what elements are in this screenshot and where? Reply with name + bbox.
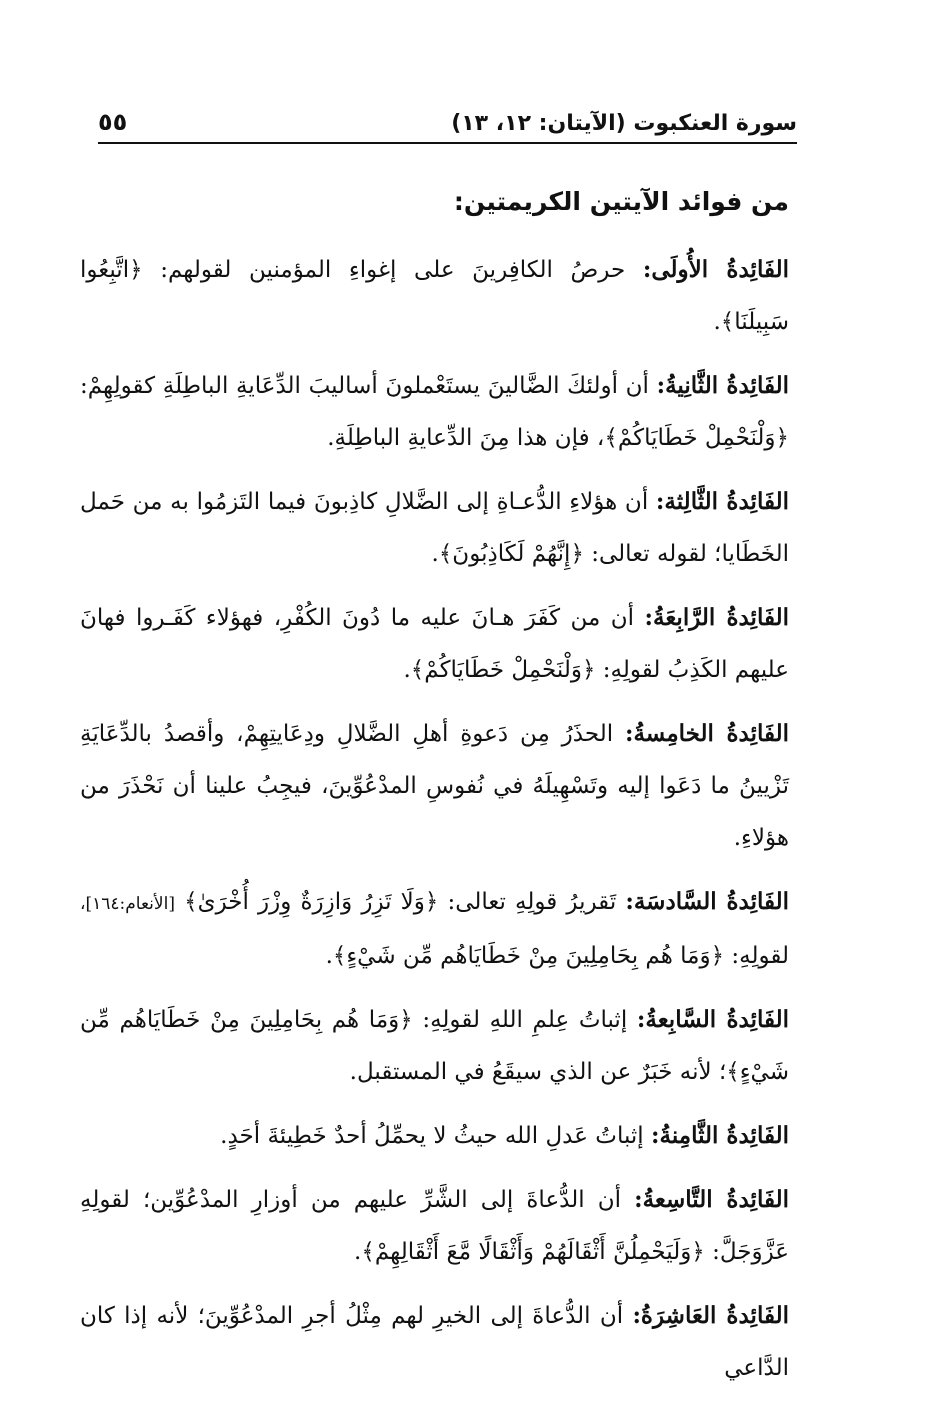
benefit-label: الفَائِدةُ التَّاسِعةُ:	[634, 1186, 789, 1213]
benefit-paragraph	[80, 592, 789, 696]
benefit-paragraph	[80, 360, 789, 464]
benefit-paragraph	[80, 476, 789, 580]
page-number: ٥٥	[98, 108, 128, 136]
benefit-text: أن هؤلاءِ الدُّعـاةِ إلى الضَّلالِ كاذِبونَ فيما التَزمُوا به من حَمل الخَطَايا؛ لقوله تعالى: ﴿إِنَّهُمْ لَكَاذِبُونَ﴾.	[80, 489, 789, 567]
benefit-text: أن الدُّعاةَ إلى الشَّرِّ عليهم من أوزارِ المدْعُوِّين؛ لقولِهِ عَزَّوَجَلَّ: ﴿وَلَيَحْمِلُنَّ أَثْقَالَهُمْ وَأَثْقَالًا مَّعَ أَثْقَالِهِمْ﴾.	[80, 1187, 789, 1265]
benefit-label: الفَائِدةُ الرَّابِعَةُ:	[644, 604, 790, 631]
section-heading: من فوائد الآيتين الكريمتين:	[453, 187, 789, 216]
running-header	[98, 96, 797, 144]
benefit-text: إثباتُ عِلمِ اللهِ لقولِهِ: ﴿وَمَا هُم بِحَامِلِينَ مِنْ خَطَايَاهُم مِّن شَيْءٍ﴾؛ لأنه خَبَرٌ عن الذي سيقَعُ في المستقبل.	[80, 1007, 789, 1085]
benefit-paragraph	[80, 708, 789, 864]
verse-reference: [الأنعام:١٦٤]،	[80, 894, 175, 914]
benefit-paragraph	[80, 876, 789, 982]
benefit-label: الفَائِدةُ السَّابِعةُ:	[636, 1006, 790, 1033]
benefit-text: أن من كَفَرَ هـانَ عليه ما دُونَ الكُفْرِ، فهؤلاء كَفَـروا فهانَ عليهم الكَذِبُ لقولِهِ: ﴿وَلْنَحْمِلْ خَطَايَاكُمْ﴾.	[80, 605, 789, 683]
benefit-label: الفَائِدةُ الثَّالِثة:	[655, 488, 789, 515]
benefit-text: أن الدُّعاةَ إلى الخيرِ لهم مِثْلُ أجرِ المدْعُوِّينَ؛ لأنه إذا كان الدَّاعي	[80, 1303, 789, 1381]
benefit-label: الفَائِدةُ الثَّانِيةُ:	[656, 372, 789, 399]
surah-title: سورة العنكبوت (الآيتان: ١٢، ١٣)	[451, 111, 797, 136]
benefit-paragraph	[80, 1290, 789, 1394]
benefit-text: تَقريرُ قولِهِ تعالى: ﴿وَلَا تَزِرُ وَازِرَةٌ وِزْرَ أُخْرَىٰ﴾	[184, 889, 617, 915]
benefit-text: الحذَرُ مِن دَعوةِ أهلِ الضَّلالِ ودِعَايتِهِمْ، وأقصدُ بالدِّعَايَةِ تَزْيينُ ما دَعَوا إليه وتَسْهِيلَهُ في نُفوسِ المدْعُوِّينَ، فيجِبُ علينا أن نَحْذَرَ من هؤلاءِ.	[80, 721, 789, 851]
benefit-text: إثباتُ عَدلِ الله حيثُ لا يحمِّلُ أحدٌ خَطِيئةَ أحَدٍ.	[220, 1123, 644, 1149]
benefit-paragraph	[80, 244, 789, 348]
benefit-label: الفَائِدةُ الثَّامِنةُ:	[651, 1122, 789, 1149]
benefit-label: الفَائِدةُ الخامِسةُ:	[624, 720, 790, 747]
benefit-paragraph	[80, 1110, 789, 1162]
benefit-paragraph	[80, 1174, 789, 1278]
benefit-label: الفَائِدةُ السَّادسَة:	[625, 888, 790, 915]
page-body	[80, 180, 789, 1406]
benefit-text-continued: لقولِهِ: ﴿وَمَا هُم بِحَامِلِينَ مِنْ خَطَايَاهُم مِّن شَيْءٍ﴾.	[325, 943, 789, 969]
benefit-text: حرصُ الكافِرينَ على إغواءِ المؤمنين لقولهم: ﴿اتَّبِعُوا سَبِيلَنَا﴾.	[80, 257, 789, 335]
benefit-text: أن أولئكَ الضَّالينَ يستَعْملونَ أساليبَ الدِّعَايةِ الباطِلَةِ كقولِهِمْ: ﴿وَلْنَحْمِلْ خَطَايَاكُمْ﴾، فإن هذا مِنَ الدِّعايةِ الباطِلَةِ.	[80, 373, 789, 451]
benefit-paragraph	[80, 994, 789, 1098]
benefit-label: الفَائِدةُ العَاشِرَةُ:	[632, 1302, 789, 1329]
benefit-label: الفَائِدةُ الأُولَى:	[642, 256, 789, 283]
